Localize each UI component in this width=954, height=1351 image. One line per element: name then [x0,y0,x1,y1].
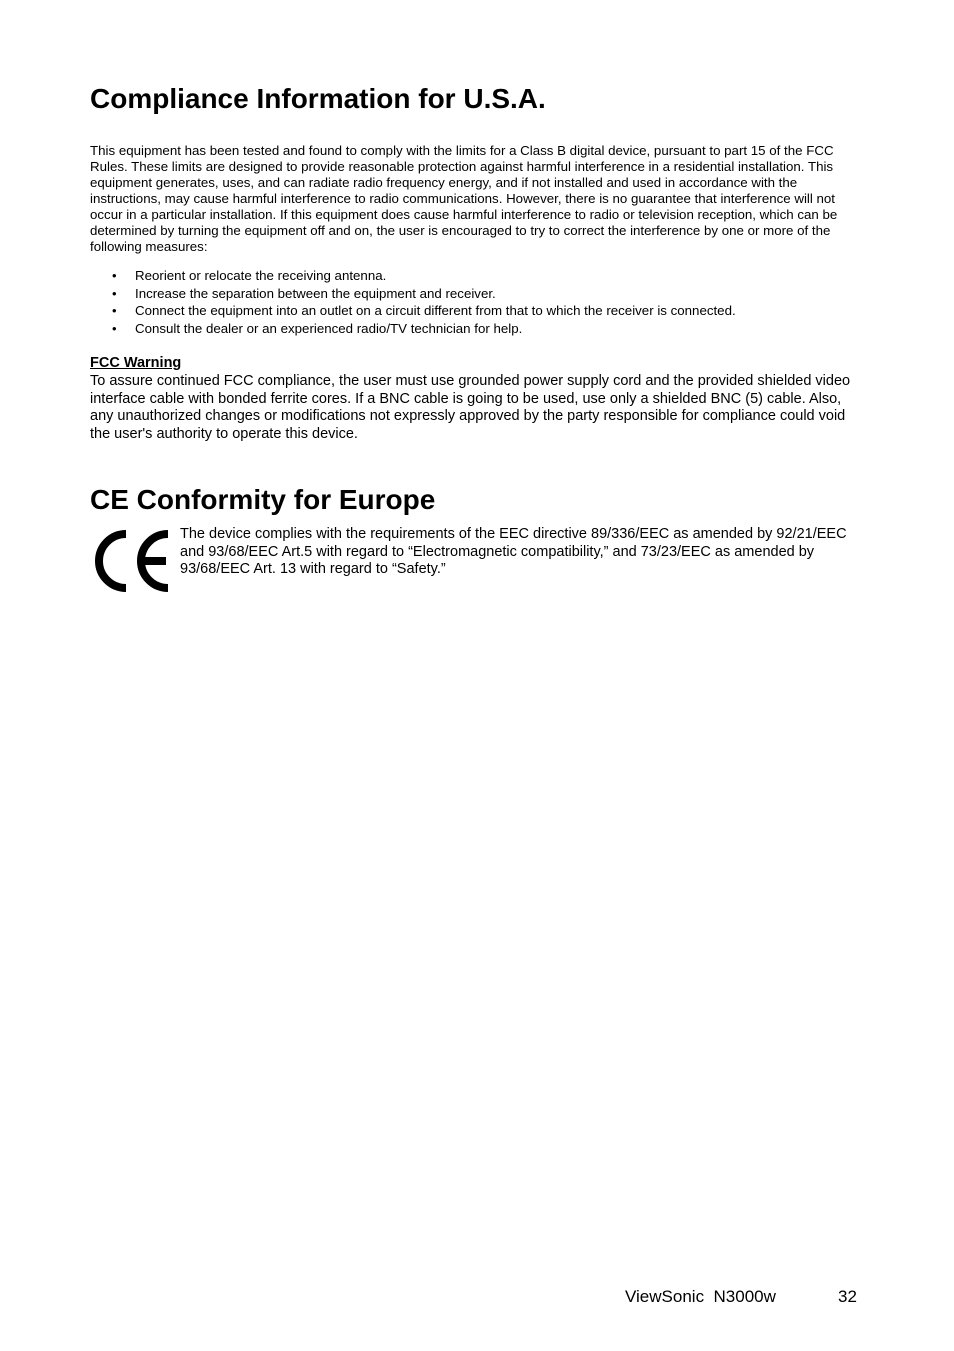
page-footer [625,1287,857,1307]
list-item [90,302,862,320]
bullet-icon: • [112,320,117,336]
bullet-icon: • [112,303,117,318]
fcc-warning-paragraph: To assure continued FCC compliance, the user must use grounded power supply cord and the provided shielded video interface cable with bonded ferrite cores. If a BNC cable is going to be used, use only a shielded BNC (5) cable. Also, any unauthorized changes or modifications not expressly approved by the party responsible for compliance could void the user's authority to operate this device. [90,373,851,443]
measure-text: Consult the dealer or an experienced radio/TV technician for help. [135,320,523,336]
ce-conformity-paragraph: The device complies with the requirements of the EEC directive 89/336/EEC as amended by 92/21/EEC and 93/68/EEC Art.5 with regard to “Electromagnetic compatibility,” and 73/23/EEC as amended by 93/68/EEC Art. 13 with regard to “Safety.” [180,526,847,578]
footer-brand: ViewSonic N3000w [625,1287,776,1306]
list-item [90,320,862,338]
section-title-usa: Compliance Information for U.S.A. [90,83,546,114]
measure-text: Connect the equipment into an outlet on a circuit different from that to which the receiver is connected. [135,303,736,318]
list-item [90,285,862,303]
section-title-europe: CE Conformity for Europe [90,484,436,515]
fcc-warning-heading: FCC Warning [90,355,182,371]
measure-text: Reorient or relocate the receiving antenna. [135,268,387,283]
bullet-icon: • [112,268,117,283]
bullet-icon: • [112,285,117,301]
list-item [90,267,862,285]
measures-list [90,267,862,337]
ce-mark-icon [92,528,172,594]
page-number: 32 [838,1287,857,1306]
fcc-intro-paragraph: This equipment has been tested and found to comply with the limits for a Class B digital device, pursuant to part 15 of the FCC Rules. These limits are designed to provide reasonable protection against harmful interference in a residential installation. This equipment generates, uses, and can radiate radio frequency energy, and if not installed and used in accordance with the instructions, may cause harmful interference to radio communications. However, there is no guarantee that interference will not occur in a particular installation. If this equipment does cause harmful interference to radio or television reception, which can be determined by turning the equipment off and on, the user is encouraged to try to correct the interference by one or more of the following measures: [90,143,838,254]
measure-text: Increase the separation between the equipment and receiver. [135,285,496,301]
